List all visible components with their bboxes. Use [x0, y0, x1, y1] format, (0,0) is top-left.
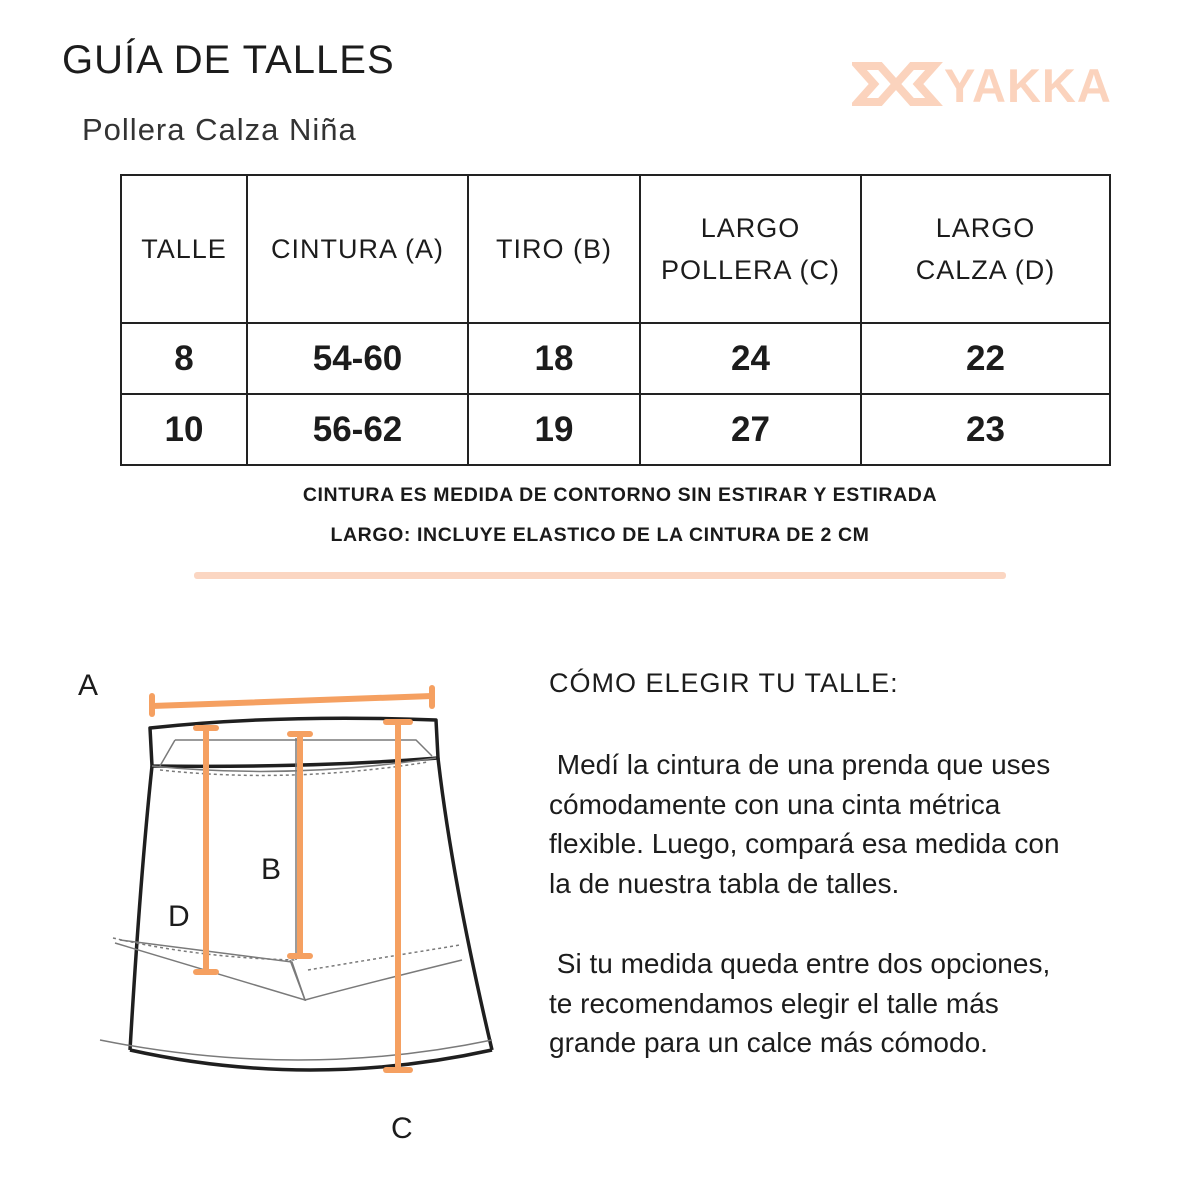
howto-title: CÓMO ELEGIR TU TALLE:	[549, 668, 899, 698]
page-title: GUÍA DE TALLES	[62, 38, 395, 82]
howto-paragraph-1: Medí la cintura de una prenda que uses cómodamente con una cinta métrica flexible. Luego, compará esa medida con la de nuestra tabla de talles.	[549, 749, 1060, 899]
logo-wordmark: YAKKA	[944, 59, 1112, 110]
table-cell: 23	[861, 394, 1110, 465]
table-cell: 27	[640, 394, 861, 465]
table-row	[121, 394, 1110, 465]
howto-paragraph-2: Si tu medida queda entre dos opciones, te recomendamos elegir el talle más grande para un calce más cómodo.	[549, 948, 1051, 1058]
table-cell: 10	[121, 394, 247, 465]
table-cell: 8	[121, 323, 247, 394]
label-a: A	[78, 669, 99, 702]
table-cell: 56-62	[247, 394, 468, 465]
table-header-row	[121, 175, 1110, 323]
header-largo-pollera: LARGO POLLERA (C)	[640, 175, 861, 323]
length-note: LARGO: INCLUYE ELASTICO DE LA CINTURA DE 2 CM	[330, 524, 870, 546]
header-cintura: CINTURA (A)	[247, 175, 468, 323]
divider	[194, 572, 1006, 579]
measure-a	[152, 696, 432, 706]
waist-note: CINTURA ES MEDIDA DE CONTORNO SIN ESTIRAR Y ESTIRADA	[302, 484, 938, 506]
label-c: C	[391, 1112, 413, 1145]
label-b: B	[261, 853, 282, 886]
table-cell: 54-60	[247, 323, 468, 394]
skirt-diagram	[60, 640, 530, 1160]
table-cell: 24	[640, 323, 861, 394]
table-cell: 18	[468, 323, 640, 394]
label-d: D	[168, 900, 190, 933]
table-cell: 22	[861, 323, 1110, 394]
yakka-logo	[852, 58, 1152, 110]
header-tiro: TIRO (B)	[468, 175, 640, 323]
header-largo-calza: LARGO CALZA (D)	[861, 175, 1110, 323]
table-cell: 19	[468, 394, 640, 465]
table-row	[121, 323, 1110, 394]
skirt-inner-lines	[100, 738, 492, 1060]
product-subtitle: Pollera Calza Niña	[82, 112, 357, 147]
header-talle: TALLE	[121, 175, 247, 323]
size-table	[120, 174, 1111, 466]
